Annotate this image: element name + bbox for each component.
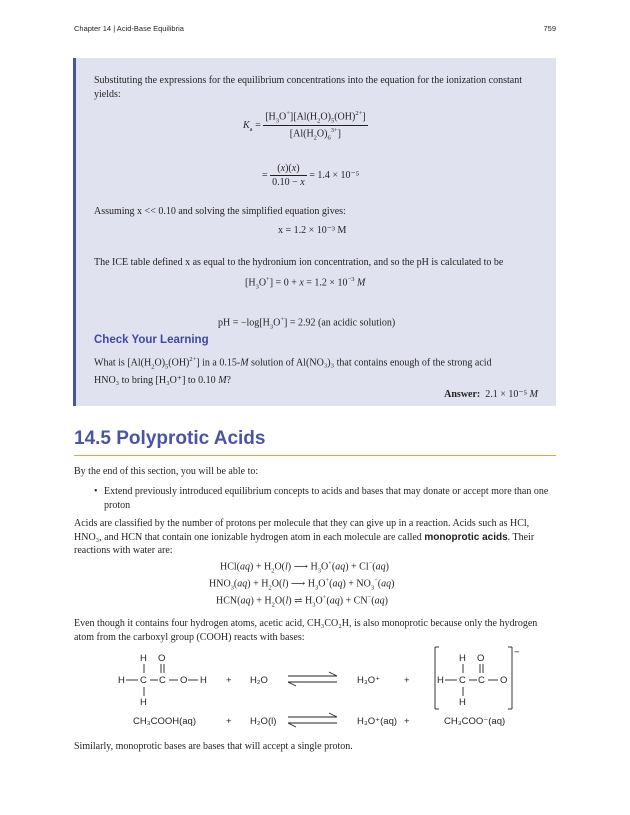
check-question-part1: in a 0.15- — [202, 357, 241, 369]
atom-c2: C — [159, 675, 166, 686]
acetate-c1: C — [459, 675, 466, 686]
objective-item — [94, 485, 554, 511]
para-monoprotic-b: . Their reactions with water are: — [74, 531, 535, 556]
para-acetic: Even though it contains four hydrogen atoms, acetic acid, CH₃CO₂H, is also monoprotic because only the hydrogen atom from the carboxyl group (COOH) reacts with bases: — [74, 618, 538, 643]
label-hydronium: H₃O⁺(aq) — [357, 716, 398, 727]
para-monoprotic-a: Acids are classified by the number of protons per molecule that they can give up in a reaction. Acids such as HCl, HNO₃, and HCN that contain one ionizable hydrogen atom in each molecule are called — [74, 518, 530, 543]
x-result: x = 1.2 × 10⁻³ M — [278, 225, 347, 236]
plus-3: + — [226, 716, 232, 727]
acetic-acid-reaction-diagram — [0, 645, 630, 735]
acetate-h-top: H — [459, 653, 466, 664]
ice-text: The ICE table defined x as equal to the hydronium ion concentration, and so the pH is calculated to be — [94, 257, 504, 268]
objectives-intro: By the end of this section, you will be able to: — [74, 466, 259, 477]
objective-text: Extend previously introduced equilibrium concepts to acids and bases that may donate or accept more than one proton — [104, 486, 549, 511]
label-acetate: CH₃COO⁻(aq) — [444, 716, 506, 727]
atom-c1: C — [140, 675, 147, 686]
label-water: H₂O(l) — [250, 716, 277, 727]
section-divider — [74, 455, 556, 456]
bullet: • — [94, 486, 98, 497]
term-monoprotic-acids: monoprotic acids — [424, 531, 508, 543]
hydronium-equation: $[H_3O^+] = 0 + x = 1.2 \times 10^{-3}$ M — [245, 276, 366, 291]
atom-o: O — [180, 675, 188, 686]
page-number: 759 — [543, 24, 556, 33]
example-intro: Substituting the expressions for the equilibrium concentrations into the equation for the ionization constant yields: — [94, 75, 522, 100]
hydronium-formula: H₃O⁺ — [357, 675, 381, 686]
plus-2: + — [404, 675, 410, 686]
acetate-h-bottom: H — [459, 697, 466, 708]
ph-equation: pH = $-\log[H_3O^+] = 2.92$ (an acidic solution) — [218, 316, 396, 331]
check-question-part2: solution of Al(NO₃)₃ that contains enough of the strong acid — [251, 357, 492, 369]
acetate-h-left: H — [437, 675, 444, 686]
check-your-learning-heading: Check Your Learning — [94, 334, 209, 346]
atom-o-top: O — [158, 653, 166, 664]
atom-h-top: H — [140, 653, 147, 664]
acetate-o-top: O — [477, 653, 485, 664]
atom-h-left: H — [118, 675, 125, 686]
acetate-charge: − — [514, 647, 520, 658]
plus-1: + — [226, 675, 232, 686]
answer-value: 2.1 × 10⁻⁵ — [485, 389, 528, 400]
atom-h-right: H — [200, 675, 207, 686]
plus-4: + — [404, 716, 410, 727]
acetate-c2: C — [478, 675, 485, 686]
ph-note: (an acidic solution) — [317, 317, 396, 329]
answer-label: Answer: — [444, 389, 481, 400]
check-answer: Answer: 2.1 × 10⁻⁵ M — [444, 389, 538, 400]
water-formula: H₂O — [250, 675, 268, 686]
check-question-line2: HNO₃ to bring [H₃O⁺] to 0.10 — [94, 374, 216, 386]
assume-text: Assuming x << 0.10 and solving the simplified equation gives: — [94, 206, 346, 217]
acetate-o: O — [500, 675, 508, 686]
reaction-hcl: $HCl(aq) + H_2O(l)$ ⟶ $H_3O^+(aq) + Cl^-(aq)$ — [220, 560, 389, 575]
para-monoprotic — [74, 517, 556, 558]
check-question: What is $[Al(H_2O)_5(OH)^{2+}]$ in a 0.15-M solution of Al(NO₃)₃ that contains enough of the strong acid HNO₃ to bring [H₃O⁺] to 0.10 M? — [94, 356, 492, 386]
reaction-hno3: $HNO_3(aq) + H_2O(l)$ ⟶ $H_3O^+(aq) + NO_3^-(aq)$ — [209, 577, 395, 592]
ka-simplified: = $\frac{(x)(x)}{0.10 - x}$ = 1.4 × 10⁻⁵ — [262, 163, 360, 188]
para-monoprotic-bases: Similarly, monoprotic bases are bases that will accept a single proton. — [74, 741, 353, 752]
section-title: 14.5 Polyprotic Acids — [74, 428, 266, 449]
label-acetic-acid: CH₃COOH(aq) — [133, 716, 196, 727]
atom-h-bottom: H — [140, 697, 147, 708]
running-header-chapter: Chapter 14 | Acid-Base Equilibria — [74, 24, 184, 33]
ka-expression: $K_a$ = $\frac{[H_3O^+][Al(H_2O)_5(OH)^{2+}]}{[Al(H_2O)_6^{3+}]}$ — [243, 110, 366, 142]
ka-value: = 1.4 × 10⁻⁵ — [309, 169, 360, 181]
reaction-hcn: $HCN(aq) + H_2O(l)$ ⇌ $H_3O^+(aq) + CN^-(aq)$ — [216, 594, 388, 609]
